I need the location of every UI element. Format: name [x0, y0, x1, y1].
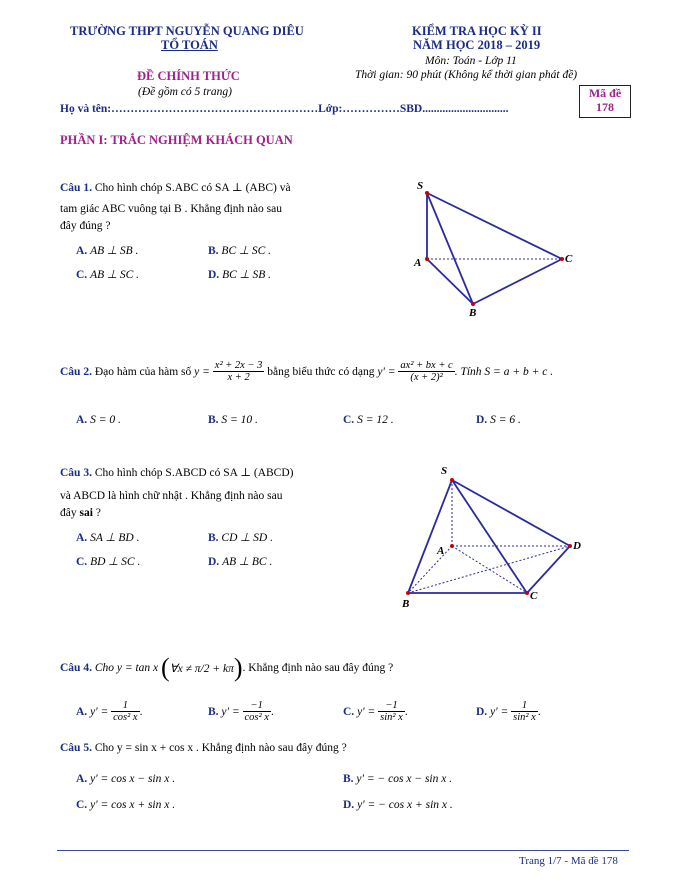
option-label: A. — [76, 532, 88, 544]
exam-time: Thời gian: 90 phút (Không kể thời gian phát đề) — [355, 69, 578, 81]
fraction-denominator: sin² x — [513, 712, 536, 723]
q2-option-d — [476, 414, 521, 426]
option-label: B. — [208, 414, 219, 426]
option-text: AB ⊥ SB . — [90, 245, 139, 257]
question-1-line-3: đây đúng ? — [60, 220, 111, 232]
option-text: y' = − cos x + sin x . — [357, 799, 453, 811]
q4-option-c: C. y' = $\frac{-1}{\text{sin² x}}$ . — [343, 700, 408, 723]
option-label: B. — [343, 773, 354, 785]
question-number: Câu 2. — [60, 365, 92, 378]
q5-option-b — [343, 773, 452, 785]
option-label: D. — [208, 556, 220, 568]
q2-option-b — [208, 414, 258, 426]
question-1-line-2: tam giác ABC vuông tại B . Khẳng định nào sau — [60, 203, 282, 215]
question-number: Câu 5. — [60, 742, 92, 754]
question-text-post: . Tính S = a + b + c . — [454, 365, 554, 378]
question-text-mid: bằng biểu thức có dạng — [267, 365, 375, 378]
yprime-label: y' = — [490, 705, 509, 718]
option-label: C. — [343, 705, 355, 718]
question-1 — [60, 180, 291, 194]
q5-option-d — [343, 799, 453, 811]
question-number: Câu 1. — [60, 182, 92, 194]
text: ? — [92, 507, 101, 519]
option-label: C. — [343, 414, 355, 426]
function-fraction — [213, 360, 265, 383]
q2-option-c — [343, 414, 394, 426]
fraction-denominator: cos² x — [113, 712, 138, 723]
vertex-s-label: S — [417, 180, 424, 192]
q3-option-b — [208, 530, 273, 544]
q5-option-c — [76, 799, 175, 811]
option-label: D. — [208, 269, 220, 281]
yprime-equals: y' = — [377, 365, 396, 378]
option-label: A. — [76, 414, 88, 426]
option-label: D. — [476, 705, 488, 718]
exam-code-value: 178 — [596, 100, 614, 114]
option-label: A. — [76, 773, 88, 785]
left-paren: ( — [161, 653, 170, 682]
page-footer: Trang 1/7 - Mã đề 178 — [519, 855, 618, 867]
part-title: PHẦN I: TRẮC NGHIỆM KHÁCH QUAN — [60, 133, 293, 147]
option-label: B. — [208, 245, 219, 257]
option-label: C. — [76, 556, 88, 568]
question-number: Câu 3. — [60, 467, 92, 479]
question-3 — [60, 465, 294, 479]
option-text: S = 12 . — [357, 414, 394, 426]
option-text: y' = cos x + sin x . — [90, 799, 176, 811]
q3-option-a — [76, 530, 139, 544]
option-text: BD ⊥ SC . — [90, 556, 141, 568]
option-label: A. — [76, 705, 88, 718]
vertex-a-label: A — [437, 545, 445, 557]
fraction-numerator: x² + 2x − 3 — [214, 360, 263, 371]
option-fraction — [243, 700, 271, 723]
option-text: AB ⊥ SC . — [90, 269, 140, 281]
q3-option-c — [76, 554, 140, 568]
question-3-line-3 — [60, 507, 101, 519]
option-text: y' = cos x − sin x . — [90, 773, 176, 785]
option-text: CD ⊥ SD . — [221, 532, 273, 544]
right-paren: ) — [233, 653, 243, 682]
official-label: ĐỀ CHÍNH THỨC — [137, 69, 240, 83]
fraction-numerator: ax² + bx + c — [400, 360, 453, 371]
option-label: A. — [76, 245, 88, 257]
option-text: S = 6 . — [490, 414, 521, 426]
footer-divider — [57, 850, 629, 851]
exam-code-label: Mã đề — [588, 86, 622, 100]
fraction-denominator: sin² x — [380, 712, 403, 723]
vertex-d-label: D — [573, 540, 581, 552]
q4-option-a: A. y' = $\frac{1}{\text{cos² x}}$ . — [76, 700, 143, 723]
pages-note: (Đề gồm có 5 trang) — [138, 86, 232, 98]
vertex-c-label: C — [530, 590, 538, 602]
yprime-label: y' = — [357, 705, 376, 718]
option-fraction — [378, 700, 405, 723]
question-text: Cho hình chóp S.ABC có SA ⊥ (ABC) và — [94, 182, 291, 194]
question-text-post: . Khẳng định nào sau đây đúng ? — [242, 662, 394, 674]
option-label: D. — [476, 414, 488, 426]
school-year: NĂM HỌC 2018 – 2019 — [413, 38, 541, 52]
vertex-s-label: S — [441, 465, 448, 477]
school-name: TRƯỜNG THPT NGUYỄN QUANG DIÊU — [70, 24, 304, 38]
subject: Môn: Toán - Lớp 11 — [425, 55, 517, 67]
yprime-label: y' = — [221, 705, 240, 718]
option-label: C. — [76, 269, 88, 281]
q4-option-b: B. y' = $\frac{-1}{\text{cos² x}}$ . — [208, 700, 274, 723]
pyramid-figure-1 — [405, 175, 595, 320]
vertex-c-label: C — [565, 253, 573, 265]
q1-option-a — [76, 243, 138, 257]
question-2 — [60, 360, 553, 383]
q5-option-a — [76, 773, 175, 785]
option-text: S = 10 . — [221, 414, 258, 426]
question-5 — [60, 742, 347, 754]
option-label: B. — [208, 705, 219, 718]
q1-option-b — [208, 243, 271, 257]
option-label: D. — [343, 799, 355, 811]
question-text: Cho hình chóp S.ABCD có SA ⊥ (ABCD) — [94, 467, 294, 479]
q3-option-d — [208, 554, 272, 568]
fraction-numerator: 1 — [511, 700, 538, 712]
fraction-denominator: (x + 2)² — [410, 372, 443, 383]
vertex-a-label: A — [414, 257, 422, 269]
q2-option-a — [76, 414, 121, 426]
yprime-label: y' = — [90, 705, 109, 718]
option-label: C. — [76, 799, 88, 811]
exam-code-box — [579, 85, 631, 118]
option-fraction — [511, 700, 538, 723]
vertex-b-label: B — [469, 307, 477, 319]
option-fraction — [111, 700, 139, 723]
option-label: B. — [208, 532, 219, 544]
fraction-denominator: x + 2 — [227, 372, 250, 383]
question-text-pre: Đạo hàm của hàm số — [94, 365, 192, 378]
y-equals: y = — [194, 365, 210, 378]
question-4 — [60, 655, 393, 681]
option-text: SA ⊥ BD . — [90, 532, 140, 544]
fraction-numerator: 1 — [111, 700, 139, 712]
option-text: AB ⊥ BC . — [222, 556, 273, 568]
option-text: BC ⊥ SB . — [222, 269, 272, 281]
option-text: y' = − cos x − sin x . — [356, 773, 453, 785]
fraction-denominator: cos² x — [244, 712, 269, 723]
student-info-line: Họ và tên:………………………………………………Lớp:……………SBD.............................. — [60, 103, 509, 115]
question-text: Cho y = sin x + cos x . Khẳng định nào sau đây đúng ? — [94, 742, 347, 754]
pyramid-figure-2 — [395, 460, 595, 615]
exam-title: KIỂM TRA HỌC KỲ II — [412, 24, 542, 38]
fraction-numerator: −1 — [243, 700, 271, 712]
q1-option-d — [208, 267, 271, 281]
domain-condition: ∀x ≠ π/2 + kπ — [169, 663, 234, 675]
q4-option-d: D. y' = $\frac{1}{\text{sin² x}}$ . — [476, 700, 541, 723]
text: đây — [60, 507, 80, 519]
question-number: Câu 4. — [60, 662, 92, 674]
q1-option-c — [76, 267, 139, 281]
emphasis-wrong: sai — [79, 507, 93, 519]
question-3-line-2: và ABCD là hình chữ nhật . Khẳng định nào sau — [60, 490, 283, 502]
fraction-numerator: −1 — [378, 700, 405, 712]
question-text-pre: Cho y = tan x — [94, 662, 159, 674]
option-text: BC ⊥ SC . — [221, 245, 272, 257]
department: TỔ TOÁN — [161, 38, 218, 52]
derivative-fraction — [398, 360, 454, 383]
option-text: S = 0 . — [90, 414, 121, 426]
vertex-b-label: B — [402, 598, 410, 610]
